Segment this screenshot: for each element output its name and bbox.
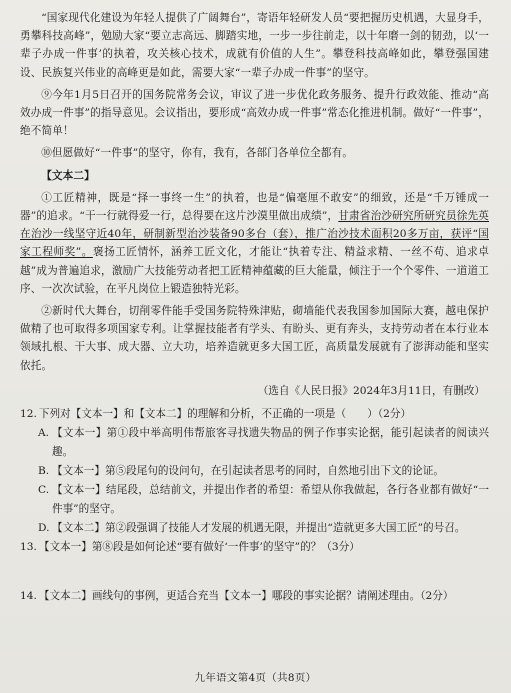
source-citation: （选自《人民日报》2024年3月11日，有删改） xyxy=(257,384,485,397)
option-letter: D. xyxy=(38,521,50,534)
text-two-paragraph-2: ②新时代大舞台，切削零件能手受国务院特殊津贴，砌墙能代表我国参加国际大赛，越电保护做精了也可取得多项国家专利。让掌握技能者有学头、有盼头、更有奔头，支持劳动者在本行业本领域扎根、干大事、成大器、立大功，培养造就更多大国工匠，高质量发展就有了澎湃动能和坚实依托。 xyxy=(20,305,489,372)
text-two-heading: 【文本二】 xyxy=(41,169,95,182)
paragraph-1-lead: ①工匠精神，既是“择一事终一生”的执着，也是“偏毫厘不敢安”的细致，还是“千万锤成一器”的追求。“干一行就得爱一行，总得要在这片沙漠里做出成绩”， xyxy=(20,191,489,223)
option-c xyxy=(20,481,489,519)
question-stem: 【文本一】第⑧段是如何论述“要有做好‘一件事’的坚守”的？（3分） xyxy=(38,540,360,553)
question-stem: 下列对【文本一】和【文本二】的理解和分析，不正确的一项是（ ）（2分） xyxy=(38,407,412,420)
question-number: 14. xyxy=(20,589,37,602)
option-b xyxy=(20,462,489,481)
page-footer: 九年语文第4页（共8页） xyxy=(194,672,317,684)
option-text: 【文本一】结尾段，总结前文，并提出作者的希望：希望从你我做起，各行各业都有做好“一件事”的坚守。 xyxy=(52,483,489,515)
option-letter: C. xyxy=(38,483,50,496)
question-12 xyxy=(20,405,489,538)
text-two-paragraph-1 xyxy=(20,189,489,298)
paragraph-10: ⑩但愿做好“一件事”的坚守，你有，我有，各部门各单位全都有。 xyxy=(41,147,354,160)
paragraph-8-continued: “国家现代化建设为年轻人提供了广阔舞台”，寄语年轻研发人员“要把握历史机遇，大显身手，勇攀科技高峰”，勉励大家“要立志高远、脚踏实地，一步一步往前走，以十年磨一剑的韧劲，以‘一辈子办成一件事’的执着，攻关核心技术，成就有价值的人生”。攀登科技高峰如此，攀登强国建设、民族复兴伟业的高峰更是如此，需要大家“一辈子办成一件事”的坚守。 xyxy=(20,12,489,79)
option-text: 【文本二】第②段强调了技能人才发展的机遇无限，并提出“造就更多大国工匠”的号召。 xyxy=(52,521,466,534)
option-letter: B. xyxy=(38,464,50,477)
paragraph-1-tail: 褒扬工匠情怀，涵养工匠文化，才能让“执着专注、精益求精、一丝不苟、追求卓越”成为普遍追求，激励广大技能劳动者把工匠精神蕴藏的巨大能量，倾注于一个个零件、一道道工序、一次次试验，在平凡岗位上锻造独特光彩。 xyxy=(20,246,490,295)
paragraph-9: ⑨今年1月5日召开的国务院常务会议，审议了进一步优化政务服务、提升行政效能、推动“高效办成一件事”的指导意见。会议指出，要形成“高效办成一件事”常态化推进机制。做好“一件事”，绝不简单！ xyxy=(20,88,489,138)
question-number: 12. xyxy=(20,407,37,420)
option-text: 【文本一】第⑤段尾句的设问句，在引起读者思考的同时，自然地引出下文的论证。 xyxy=(52,464,444,477)
option-text: 【文本一】第①段中举高明伟帮旅客寻找遗失物品的例子作事实论据，能引起读者的阅读兴趣。 xyxy=(52,426,489,458)
option-d xyxy=(20,519,489,538)
question-number: 13. xyxy=(20,540,37,553)
underlined-example-sentence: 甘肃省治沙研究所研究员徐先英在治沙一线坚守近40年，研制新型治沙装备90多台（套），推广治沙技术面积20多万亩，获评“国家工程师奖”。 xyxy=(20,210,489,259)
option-a xyxy=(20,424,489,462)
answer-space[interactable] xyxy=(20,557,489,587)
option-letter: A. xyxy=(38,426,50,439)
question-stem: 【文本二】画线句的事例，更适合充当【文本一】哪段的事实论据？请阐述理由。（2分） xyxy=(38,589,454,602)
question-13 xyxy=(20,538,489,557)
question-14 xyxy=(20,587,489,606)
